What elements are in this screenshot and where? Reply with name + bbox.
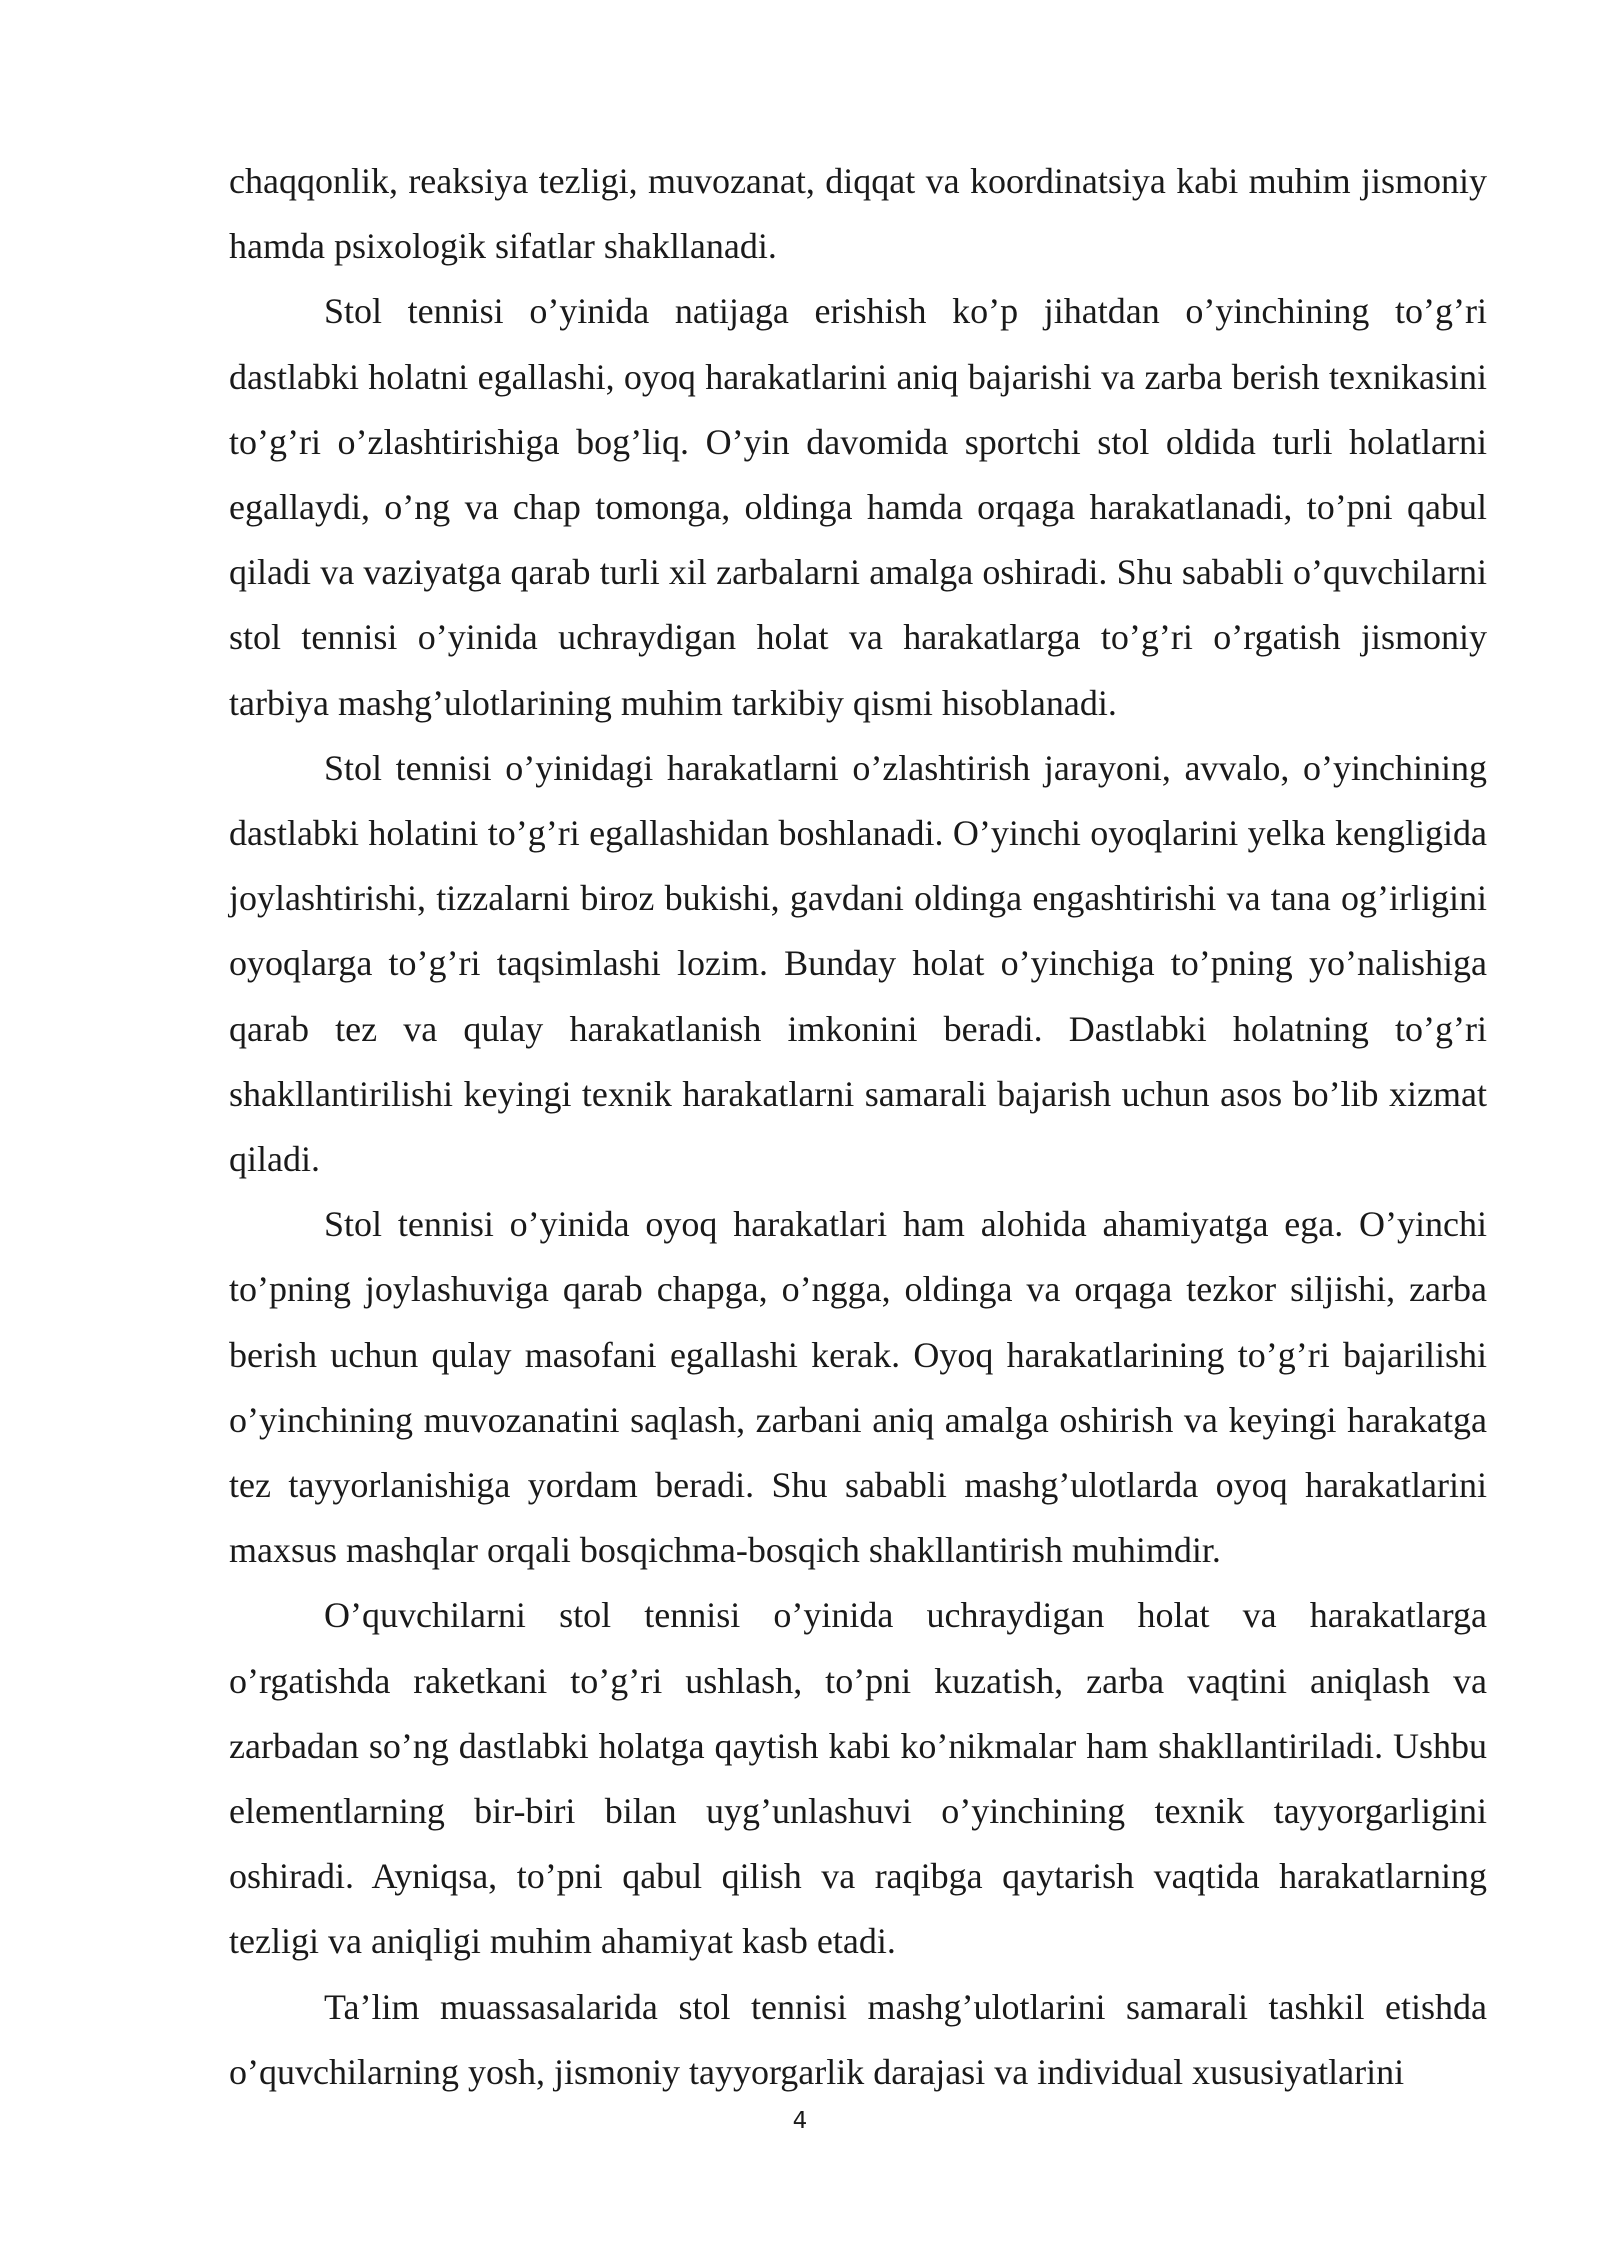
paragraph-2: Stol tennisi o’yinida natijaga erishish ko’p jihatdan o’yinchining to’g’ri dastlabki holatni egallashi, oyoq harakatlarini aniq bajarishi va zarba berish texnikasini to’g’ri o’zlashtirishiga bog’liq. O’yin davomida sportchi stol oldida turli holatlarni egallaydi, o’ng va chap tomonga, oldinga hamda orqaga harakatlanadi, to’pni qabul qiladi va vaziyatga qarab turli xil zarbalarni amalga oshiradi. Shu sababli o’quvchilarni stol tennisi o’yinida uchraydigan holat va harakatlarga to’g’ri o’rgatish jismoniy tarbiya mashg’ulotlarining muhim tarkibiy qismi hisoblanadi.	[229, 291, 1487, 723]
paragraph-6: Ta’lim muassasalarida stol tennisi mashg’ulotlarini samarali tashkil etishda o’quvchilarning yosh, jismoniy tayyorgarlik darajasi va individual xususiyatlarini	[229, 1986, 1487, 2092]
paragraph-5: O’quvchilarni stol tennisi o’yinida uchraydigan holat va harakatlarga o’rgatishda raketkani to’g’ri ushlash, to’pni kuzatish, zarba vaqtini aniqlash va zarbadan so’ng dastlabki holatga qaytish kabi ko’nikmalar ham shakllantiriladi. Ushbu elementlarning bir-biri bilan uyg’unlashuvi o’yinchining texnik tayyorgarligini oshiradi. Ayniqsa, to’pni qabul qilish va raqibga qaytarish vaqtida harakatlarning tezligi va aniqligi muhim ahamiyat kasb etadi.	[229, 1595, 1487, 1962]
paragraph-4: Stol tennisi o’yinida oyoq harakatlari ham alohida ahamiyatga ega. O’yinchi to’pning joylashuviga qarab chapga, o’ngga, oldinga va orqaga tezkor siljishi, zarba berish uchun qulay masofani egallashi kerak. Oyoq harakatlarining to’g’ri bajarilishi o’yinchining muvozanatini saqlash, zarbani aniq amalga oshirish va keyingi harakatga tez tayyorlanishiga yordam beradi. Shu sababli mashg’ulotlarda oyoq harakatlarini maxsus mashqlar orqali bosqichma-bosqich shakllantirish muhimdir.	[229, 1204, 1487, 1571]
document-body	[229, 149, 1487, 2105]
paragraph-1: chaqqonlik, reaksiya tezligi, muvozanat, diqqat va koordinatsiya kabi muhim jismoniy hamda psixologik sifatlar shakllanadi.	[229, 161, 1487, 267]
page-number: 4	[792, 2108, 808, 2134]
paragraph-3: Stol tennisi o’yinidagi harakatlarni o’zlashtirish jarayoni, avvalo, o’yinchining dastlabki holatini to’g’ri egallashidan boshlanadi. O’yinchi oyoqlarini yelka kengligida joylashtirishi, tizzalarni biroz bukishi, gavdani oldinga engashtirishi va tana og’irligini oyoqlarga to’g’ri taqsimlashi lozim. Bunday holat o’yinchiga to’pning yo’nalishiga qarab tez va qulay harakatlanish imkonini beradi. Dastlabki holatning to’g’ri shakllantirilishi keyingi texnik harakatlarni samarali bajarish uchun asos bo’lib xizmat qiladi.	[229, 747, 1487, 1180]
